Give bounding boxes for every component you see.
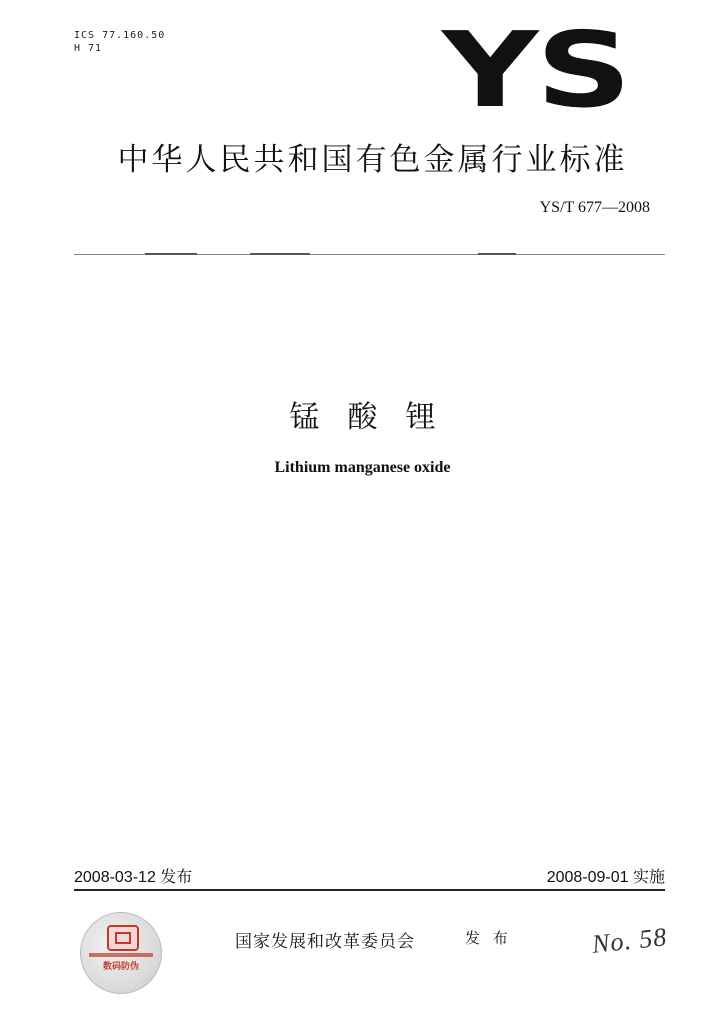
classification-code: H 71 <box>74 43 103 54</box>
ics-code: ICS 77.160.50 <box>74 30 166 41</box>
document-title-en: Lithium manganese oxide <box>274 459 451 476</box>
divider-tick <box>145 253 197 255</box>
anti-counterfeit-seal <box>80 912 162 994</box>
footer-divider <box>74 889 665 891</box>
ys-logo: YS <box>441 9 629 131</box>
implementation-date: 2008-09-01 实施 <box>546 869 665 886</box>
publish-label: 发 布 <box>465 929 512 947</box>
standard-number: YS/T 677—2008 <box>539 199 650 216</box>
issue-date: 2008-03-12 发布 <box>74 869 193 886</box>
seal-emblem-icon <box>107 925 139 951</box>
standard-title: 中华人民共和国有色金属行业标准 <box>117 142 628 178</box>
document-title-zh: 锰酸锂 <box>289 400 464 435</box>
seal-label: 数码防伪 <box>102 962 139 972</box>
handwritten-number: No. 58 <box>590 922 669 959</box>
seal-band <box>89 953 153 957</box>
issuing-authority: 国家发展和改革委员会 <box>235 932 415 952</box>
divider-tick <box>478 253 516 255</box>
divider-tick <box>250 253 310 255</box>
